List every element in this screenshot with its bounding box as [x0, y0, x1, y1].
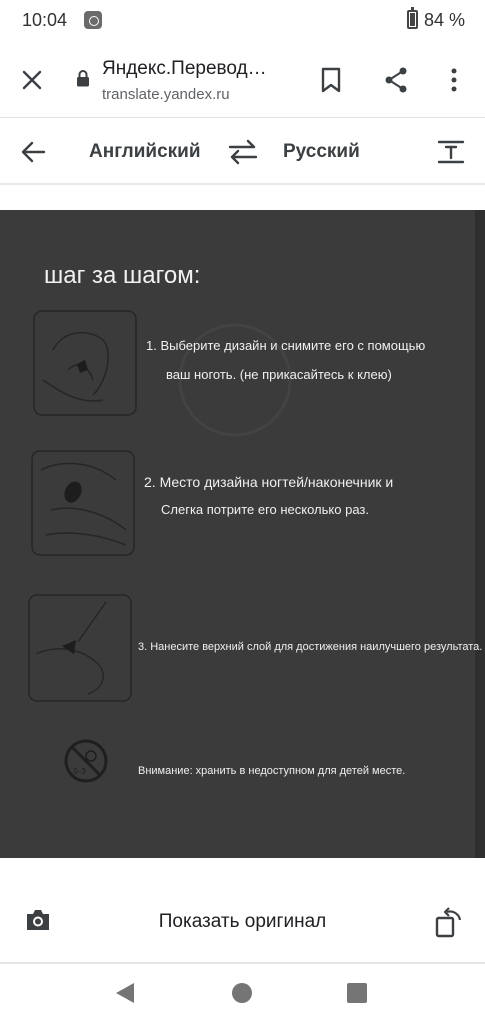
page-title[interactable]: Яндекс.Перевод… — [102, 58, 267, 79]
step1-line2: ваш ноготь. (не прикасайтесь к клею) — [166, 367, 392, 382]
steps-heading: шаг за шагом: — [44, 262, 201, 289]
translated-photo — [0, 210, 485, 858]
browser-toolbar — [0, 40, 485, 118]
text-mode-icon[interactable] — [437, 140, 465, 164]
step2-line1: 2. Место дизайна ногтей/наконечник и — [144, 474, 394, 490]
language-bar — [0, 119, 485, 185]
step1-line1: 1. Выберите дизайн и снимите его с помощью — [146, 338, 426, 353]
step3-illustration-icon — [28, 594, 132, 702]
battery-percent: 84 % — [424, 10, 466, 30]
system-navigation-bar — [0, 964, 485, 1024]
nav-back-icon[interactable] — [114, 981, 136, 1005]
target-language-button[interactable]: Русский — [283, 141, 360, 162]
close-icon[interactable] — [20, 68, 44, 92]
status-time: 10:04 — [22, 10, 68, 30]
source-language-button[interactable]: Английский — [89, 141, 201, 162]
warning-icon-age: 0-3 — [73, 767, 87, 776]
step3-text: 3. Нанесите верхний слой для достижения наилучшего результата. — [138, 641, 483, 653]
page-url[interactable]: translate.yandex.ru — [102, 86, 230, 103]
battery-icon — [407, 10, 418, 29]
more-vert-icon[interactable] — [450, 68, 458, 92]
step2-line2: Слегка потрите его несколько раз. — [161, 502, 369, 517]
notification-app-icon — [84, 11, 102, 29]
back-arrow-icon[interactable] — [20, 140, 46, 164]
status-bar — [0, 0, 485, 40]
step2-illustration-icon — [31, 450, 135, 556]
step1-illustration-icon — [33, 310, 137, 416]
bottom-action-bar — [0, 878, 485, 964]
bookmark-icon[interactable] — [320, 67, 342, 93]
share-icon[interactable] — [383, 66, 409, 94]
warning-text: Внимание: хранить в недоступном для детей месте. — [138, 765, 406, 777]
nav-home-icon[interactable] — [231, 982, 253, 1004]
swap-languages-icon[interactable] — [228, 139, 258, 165]
no-children-warning-icon — [63, 738, 109, 784]
lock-icon — [76, 69, 90, 87]
rotate-icon[interactable] — [435, 906, 463, 938]
nav-recents-icon[interactable] — [346, 982, 368, 1004]
show-original-button[interactable]: Показать оригинал — [158, 911, 327, 932]
